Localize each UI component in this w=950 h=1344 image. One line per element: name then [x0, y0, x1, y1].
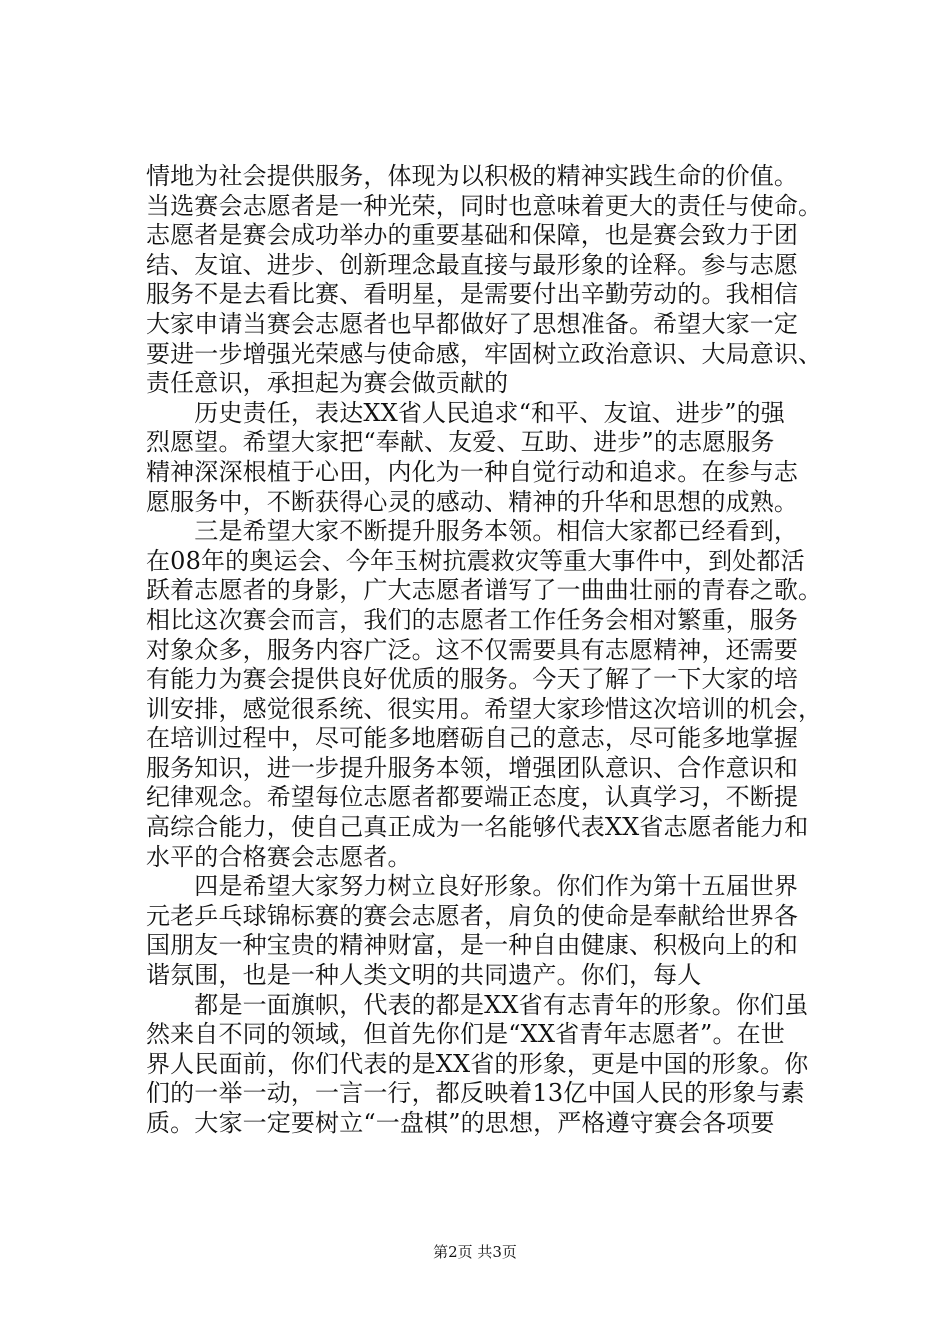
page-footer: 第2页 共3页 [433, 1243, 517, 1261]
text-line: 对象众多，服务内容广泛。这不仅需要具有志愿精神，还需要 [146, 635, 799, 664]
text-line: 责任意识，承担起为赛会做贡献的 [146, 369, 509, 398]
text-line: 质。大家一定要树立“一盘棋”的思想，严格遵守赛会各项要 [146, 1109, 775, 1137]
text-line: 在08年的奥运会、今年玉树抗震救灾等重大事件中，到处都活 [146, 546, 805, 575]
text-line: 大家申请当赛会志愿者也早都做好了思想准备。希望大家一定 [146, 309, 799, 338]
text-line: 相比这次赛会而言，我们的志愿者工作任务会相对繁重，服务 [146, 605, 799, 634]
text-line: 谐氛围，也是一种人类文明的共同遗产。你们，每人 [146, 961, 702, 990]
text-line: 结、友谊、进步、创新理念最直接与最形象的诠释。参与志愿 [146, 250, 799, 279]
text-line: 国朋友一种宝贵的精神财富，是一种自由健康、积极向上的和 [146, 931, 799, 960]
text-line: 界人民面前，你们代表的是XX省的形象，更是中国的形象。你 [146, 1049, 809, 1078]
text-line: 纪律观念。希望每位志愿者都要端正态度，认真学习，不断提 [146, 783, 799, 812]
text-line: 有能力为赛会提供良好优质的服务。今天了解了一下大家的培 [146, 665, 799, 694]
text-line: 然来自不同的领域，但首先你们是“XX省青年志愿者”。在世 [146, 1020, 785, 1049]
text-line: 训安排，感觉很系统、很实用。希望大家珍惜这次培训的机会， [146, 694, 823, 723]
text-line: 水平的合格赛会志愿者。 [146, 842, 412, 871]
text-line: 烈愿望。希望大家把“奉献、友爱、互助、进步”的志愿服务 [146, 428, 775, 457]
text-line: 元老乒乓球锦标赛的赛会志愿者，肩负的使命是奉献给世界各 [146, 901, 799, 930]
text-line: 愿服务中，不断获得心灵的感动、精神的升华和思想的成熟。 [146, 487, 799, 516]
text-line: 服务知识，进一步提升服务本领，增强团队意识、合作意识和 [146, 753, 799, 782]
text-line: 要进一步增强光荣感与使命感，牢固树立政治意识、大局意识、 [146, 339, 823, 368]
text-line: 们的一举一动，一言一行，都反映着13亿中国人民的形象与素 [146, 1079, 805, 1108]
text-line: 高综合能力，使自己真正成为一名能够代表XX省志愿者能力和 [146, 813, 809, 842]
body-text [146, 162, 836, 1139]
text-line: 当选赛会志愿者是一种光荣，同时也意味着更大的责任与使命。 [146, 191, 823, 220]
text-line: 都是一面旗帜，代表的都是XX省有志青年的形象。你们虽 [146, 990, 809, 1019]
text-line: 跃着志愿者的身影，广大志愿者谱写了一曲曲壮丽的青春之歌。 [146, 576, 823, 605]
text-line: 精神深深根植于心田，内化为一种自觉行动和追求。在参与志 [146, 457, 799, 486]
text-line: 四是希望大家努力树立良好形象。你们作为第十五届世界 [146, 872, 799, 901]
text-line: 历史责任，表达XX省人民追求“和平、友谊、进步”的强 [146, 398, 785, 427]
text-line: 情地为社会提供服务，体现为以积极的精神实践生命的价值。 [146, 162, 799, 190]
text-line: 三是希望大家不断提升服务本领。相信大家都已经看到， [146, 517, 799, 546]
text-line: 志愿者是赛会成功举办的重要基础和保障，也是赛会致力于团 [146, 221, 799, 250]
text-line: 服务不是去看比赛、看明星，是需要付出辛勤劳动的。我相信 [146, 280, 799, 309]
text-line: 在培训过程中，尽可能多地磨砺自己的意志，尽可能多地掌握 [146, 724, 799, 753]
